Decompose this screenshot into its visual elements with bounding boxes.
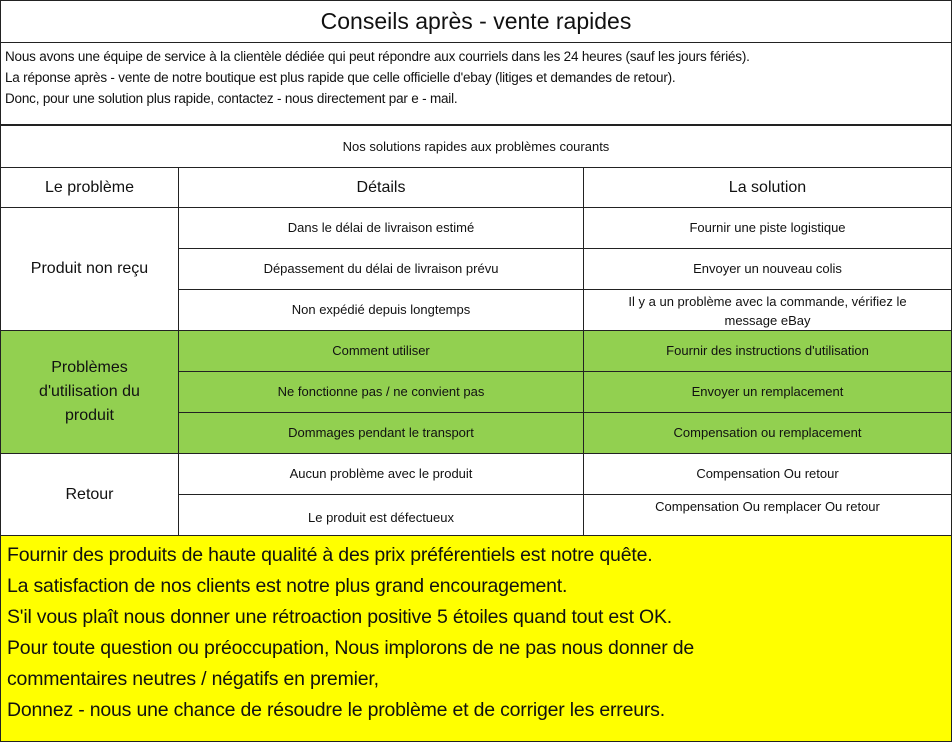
solution-cell: Compensation Ou remplacer Ou retour <box>583 494 952 536</box>
footer-line: Donnez - nous une chance de résoudre le problème et de corriger les erreurs. <box>7 699 665 721</box>
detail-cell: Le produit est défectueux <box>178 494 584 536</box>
detail-cell: Dommages pendant le transport <box>178 412 584 454</box>
footer-line: La satisfaction de nos clients est notre plus grand encouragement. <box>7 575 568 597</box>
problem-cell: Retour <box>0 453 179 536</box>
footer-message <box>0 535 952 742</box>
solution-cell: Il y a un problème avec la commande, vérifiez le message eBay <box>583 289 952 331</box>
detail-cell: Dans le délai de livraison estimé <box>178 207 584 249</box>
solution-cell: Envoyer un nouveau colis <box>583 248 952 290</box>
footer-line: Fournir des produits de haute qualité à des prix préférentiels est notre quête. <box>7 544 653 566</box>
header-problem: Le problème <box>0 167 179 208</box>
detail-cell: Ne fonctionne pas / ne convient pas <box>178 371 584 413</box>
detail-cell: Non expédié depuis longtemps <box>178 289 584 331</box>
page-title: Conseils après - vente rapides <box>0 0 952 43</box>
footer-line: commentaires neutres / négatifs en premier, <box>7 668 379 690</box>
footer-line: S'il vous plaît nous donner une rétroaction positive 5 étoiles quand tout est OK. <box>7 606 673 628</box>
detail-cell: Aucun problème avec le produit <box>178 453 584 495</box>
intro-text <box>0 42 952 125</box>
detail-cell: Dépassement du délai de livraison prévu <box>178 248 584 290</box>
solution-cell: Compensation ou remplacement <box>583 412 952 454</box>
problem-cell: Problèmes d'utilisation du produit <box>0 330 179 454</box>
footer-line: Pour toute question ou préoccupation, Nous implorons de ne pas nous donner de <box>7 637 695 659</box>
table-subtitle: Nos solutions rapides aux problèmes courants <box>0 125 952 168</box>
intro-line: Nous avons une équipe de service à la clientèle dédiée qui peut répondre aux courriels dans les 24 heures (sauf les jours fériés). <box>5 49 750 64</box>
solution-cell: Compensation Ou retour <box>583 453 952 495</box>
intro-line: Donc, pour une solution plus rapide, contactez - nous directement par e - mail. <box>5 91 458 106</box>
header-details: Détails <box>178 167 584 208</box>
detail-cell: Comment utiliser <box>178 330 584 372</box>
intro-line: La réponse après - vente de notre boutique est plus rapide que celle officielle d'ebay (litiges et demandes de retour). <box>5 70 676 85</box>
solution-cell: Fournir des instructions d'utilisation <box>583 330 952 372</box>
problem-cell: Produit non reçu <box>0 207 179 331</box>
header-solution: La solution <box>583 167 952 208</box>
solution-cell: Envoyer un remplacement <box>583 371 952 413</box>
solution-cell: Fournir une piste logistique <box>583 207 952 249</box>
